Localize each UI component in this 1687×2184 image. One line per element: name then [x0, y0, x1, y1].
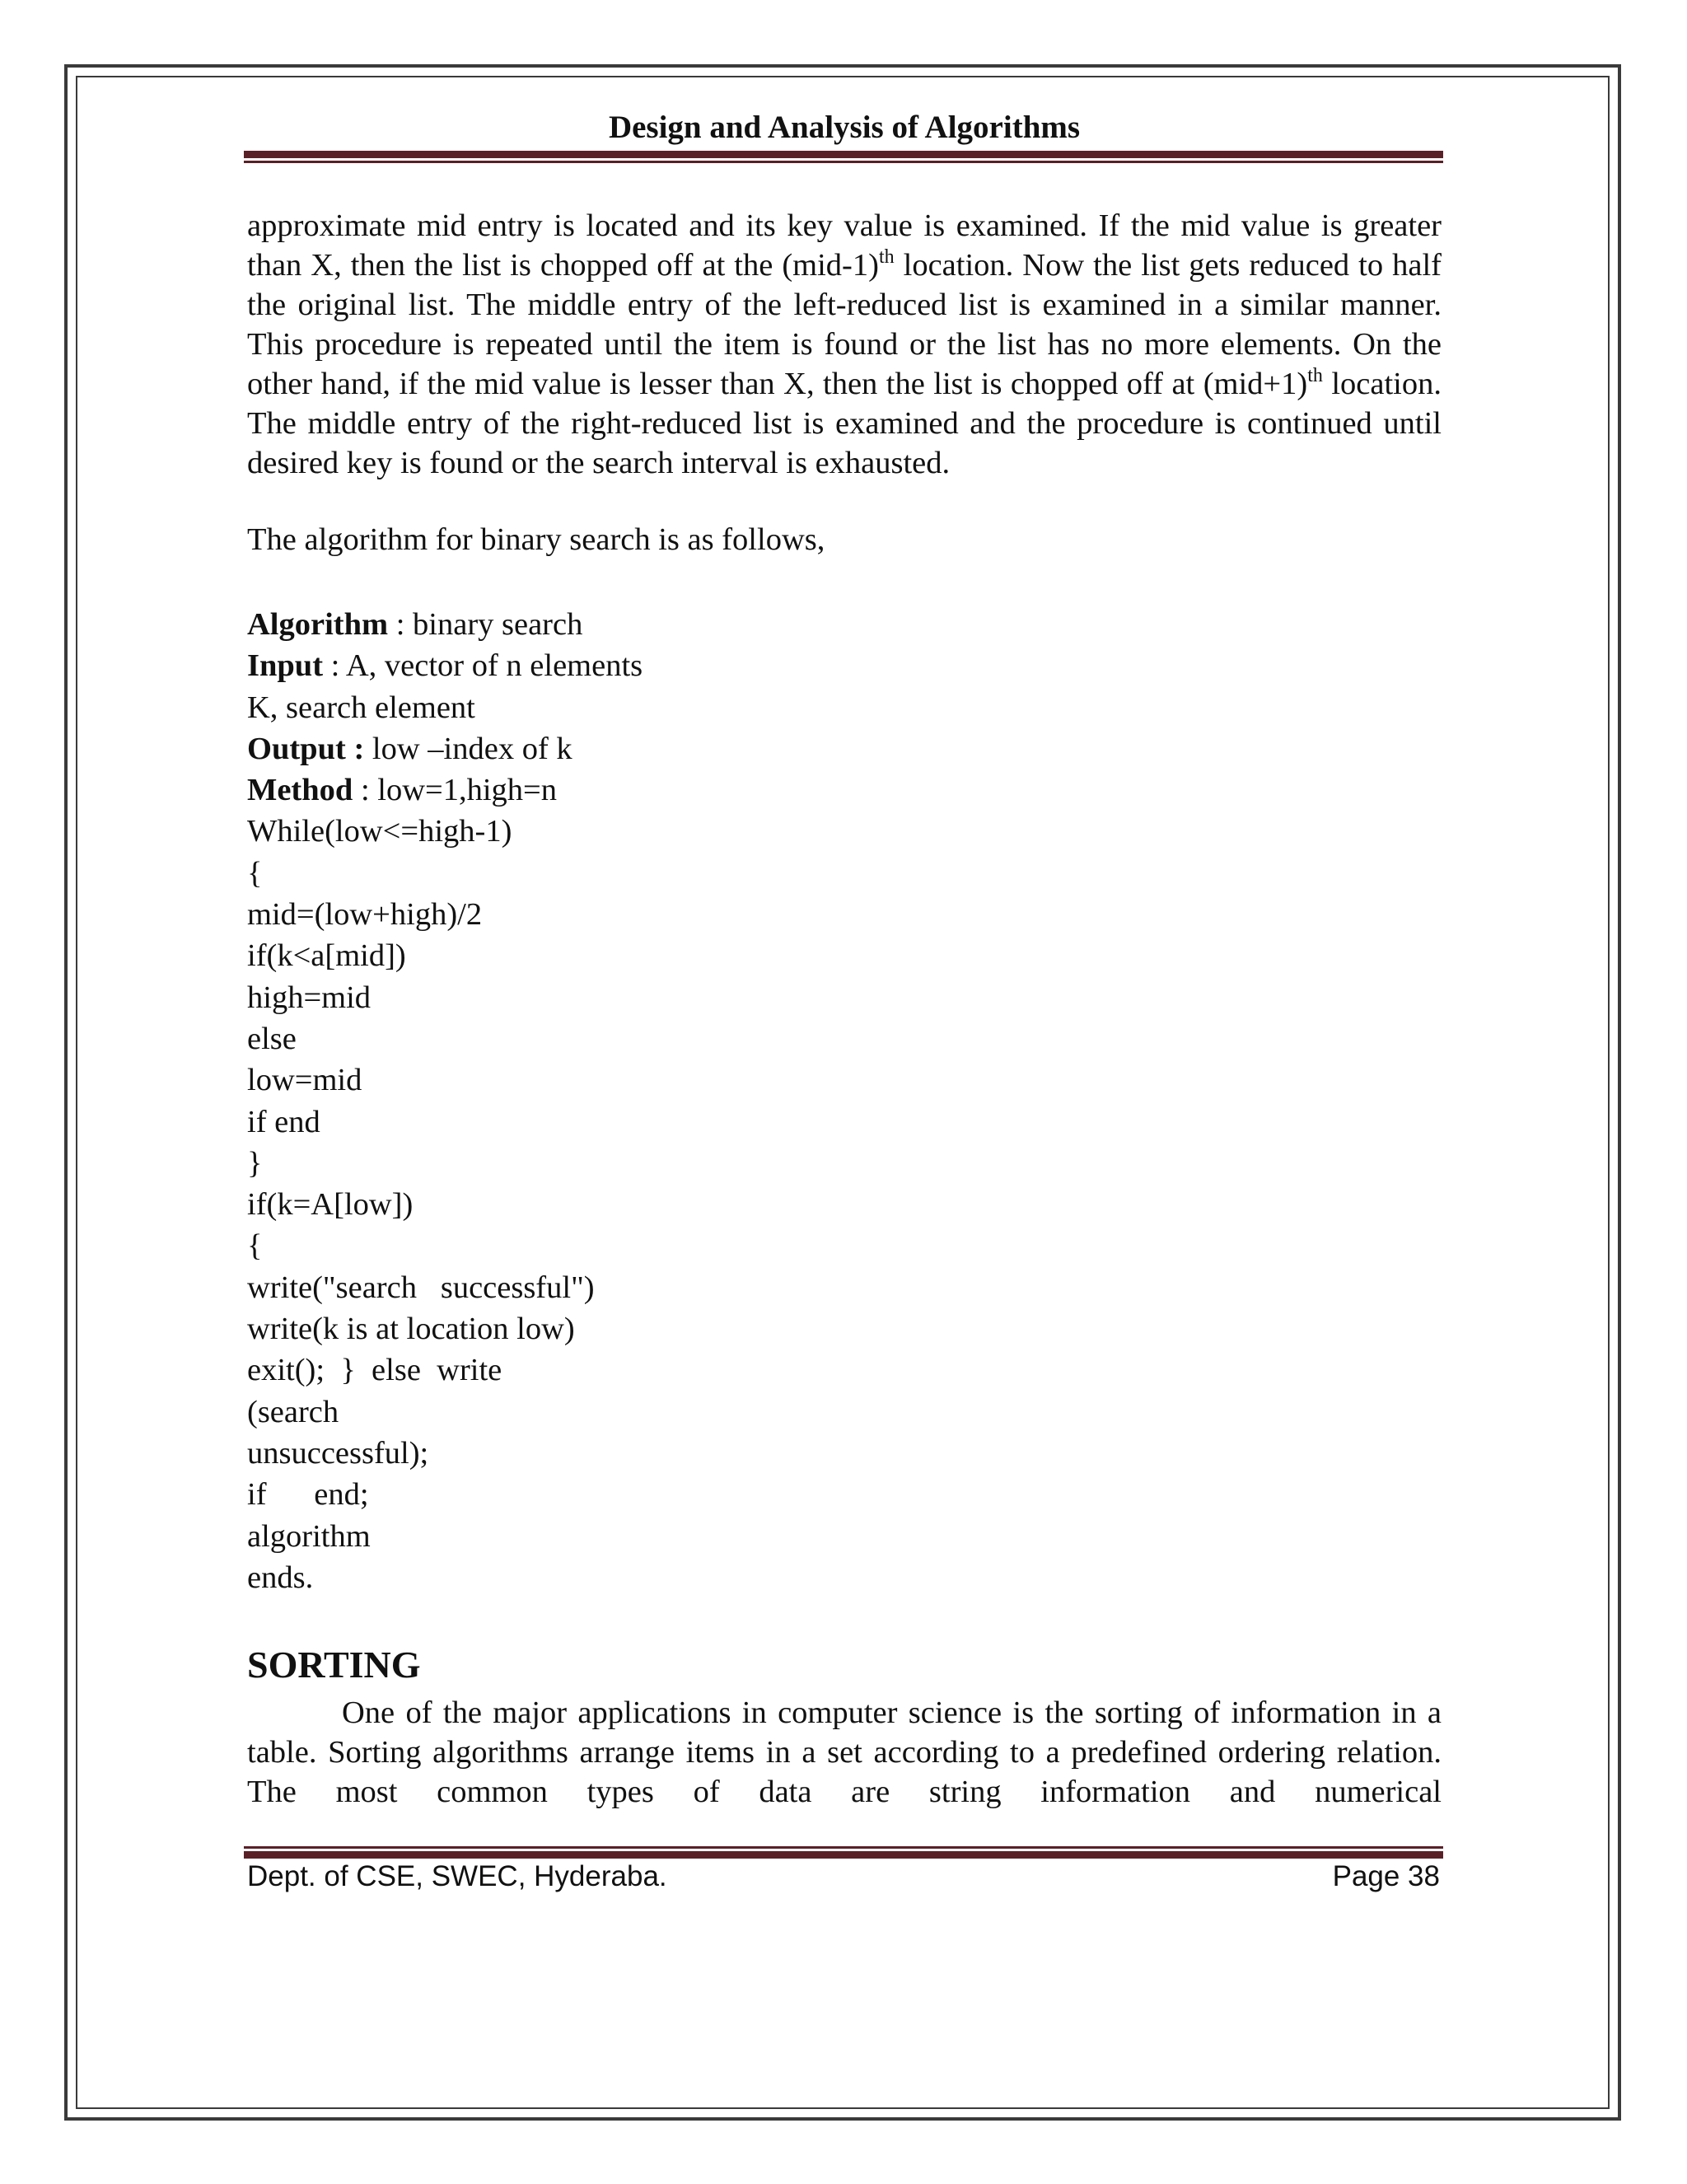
code-line: ends.: [247, 1560, 314, 1595]
body-paragraph-1: [247, 206, 1442, 483]
code-line: if end;: [247, 1477, 369, 1513]
code-line: if end: [247, 1104, 320, 1139]
code-line: write(k is at location low): [247, 1312, 575, 1347]
code-line: }: [247, 1145, 263, 1181]
code-line: algorithm: [247, 1518, 371, 1554]
algorithm-method-line: Method : low=1,high=n: [247, 773, 558, 808]
body-paragraph-2: [247, 520, 1442, 559]
code-line: exit(); } else write: [247, 1353, 502, 1388]
algorithm-name-line: Algorithm : binary search: [247, 607, 583, 642]
code-line: (search: [247, 1394, 339, 1429]
paragraph-binary-search-description: approximate mid entry is located and its key value is examined. If the mid value is greater than X, then the list is chopped off at the $(mid-1)^{th}$ location. Now the list gets reduced to half the original list. The middle entry of the left-reduced list is examined in a similar manner. This procedure is repeated until the item is found or the list has no more elements. On the other hand, if the mid value is lesser than X, then the list is chopped off at $(mid+1)^{th}$ location. The middle entry of the right-reduced list is examined and the procedure is continued until desired key is found or the search interval is exhausted.: [247, 208, 1442, 480]
footer-department: Dept. of CSE, SWEC, Hyderaba.: [247, 1860, 667, 1892]
algorithm-input-line-2: K, search element: [247, 690, 475, 725]
body-paragraph-sorting: [247, 1693, 1442, 1812]
code-line: unsuccessful);: [247, 1435, 429, 1471]
footer-page-number: Page 38: [1332, 1860, 1440, 1892]
code-line: write("search successful"): [247, 1270, 595, 1305]
algorithm-output-line: Output : low –index of k: [247, 731, 572, 766]
algorithm-input-line: Input : A, vector of n elements: [247, 648, 643, 684]
code-line: {: [247, 1228, 263, 1264]
algorithm-block: [247, 604, 1442, 1598]
code-line: mid=(low+high)/2: [247, 897, 483, 933]
code-line: if(k=A[low]): [247, 1187, 414, 1223]
code-line: {: [247, 855, 263, 891]
code-line: While(low<=high-1): [247, 814, 512, 849]
paragraph-sorting: One of the major applications in computer science is the sorting of information in a table. Sorting algorithms arrange items in a set according to a predefined ordering relation. The most common types of data are string information and numerical: [247, 1695, 1442, 1809]
code-line: else: [247, 1021, 297, 1056]
paragraph-algorithm-intro: The algorithm for binary search is as follows,: [247, 522, 825, 557]
code-line: low=mid: [247, 1063, 362, 1098]
footer-rule: [244, 1846, 1443, 1859]
header-rule: [244, 151, 1443, 163]
code-line: high=mid: [247, 980, 372, 1015]
section-title-sorting: SORTING: [247, 1644, 421, 1686]
header-title: Design and Analysis of Algorithms: [608, 110, 1081, 145]
code-line: if(k<a[mid]): [247, 938, 406, 974]
